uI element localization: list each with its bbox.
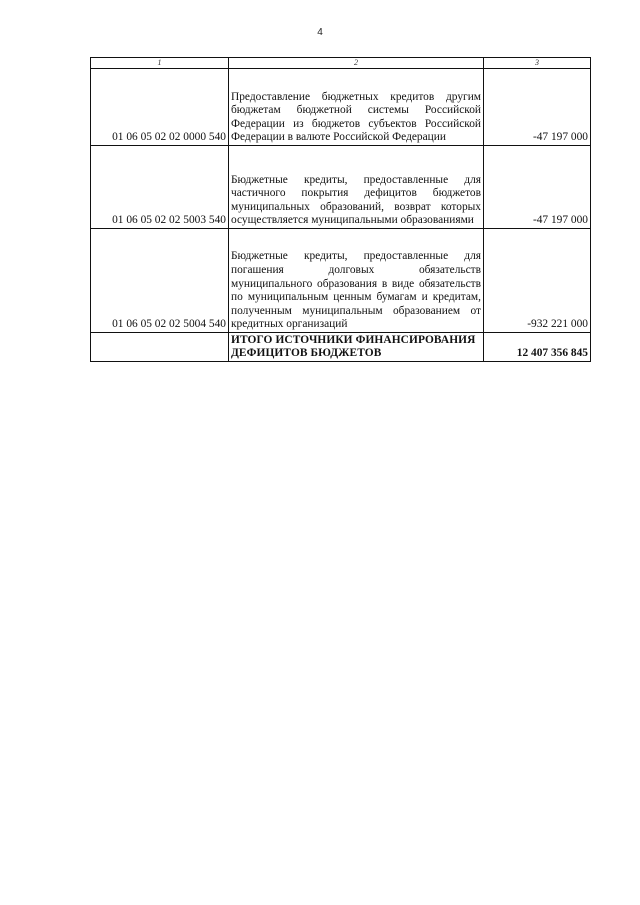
total-label-line-1: ИТОГО ИСТОЧНИКИ ФИНАНСИРОВАНИЯ <box>231 333 476 346</box>
amount-cell: -932 221 000 <box>484 229 591 333</box>
table-row <box>91 69 591 146</box>
page-number: 4 <box>317 27 323 38</box>
table-header-row <box>91 58 591 69</box>
amount-cell: -47 197 000 <box>484 69 591 146</box>
total-label-line-2: ДЕФИЦИТОВ БЮДЖЕТОВ <box>231 347 382 360</box>
description-cell: Бюджетные кредиты, предоставленные для частичного покрытия дефицитов бюджетов муниципальных образований, возврат которых осуществляется муниципальными образованиями <box>229 146 484 229</box>
total-code-cell <box>91 333 229 362</box>
column-header-3: 3 <box>484 58 591 69</box>
budget-code-cell: 01 06 05 02 02 5004 540 <box>91 229 229 333</box>
budget-sources-table <box>90 57 591 362</box>
description-cell: Бюджетные кредиты, предоставленные для погашения долговых обязательств муниципального образования в виде обязательств по муниципальным ценным бумагам и кредитам, полученным муниципальным образованием от кредитных организаций <box>229 229 484 333</box>
description-cell: Предоставление бюджетных кредитов другим бюджетам бюджетной системы Российской Федерации из бюджетов субъектов Российской Федерации в валюте Российской Федерации <box>229 69 484 146</box>
total-row <box>91 333 591 362</box>
amount-cell: -47 197 000 <box>484 146 591 229</box>
table-row <box>91 146 591 229</box>
total-label-cell <box>229 333 484 362</box>
table-row <box>91 229 591 333</box>
column-header-1: 1 <box>91 58 229 69</box>
total-amount-cell: 12 407 356 845 <box>484 333 591 362</box>
budget-code-cell: 01 06 05 02 02 0000 540 <box>91 69 229 146</box>
budget-code-cell: 01 06 05 02 02 5003 540 <box>91 146 229 229</box>
column-header-2: 2 <box>229 58 484 69</box>
